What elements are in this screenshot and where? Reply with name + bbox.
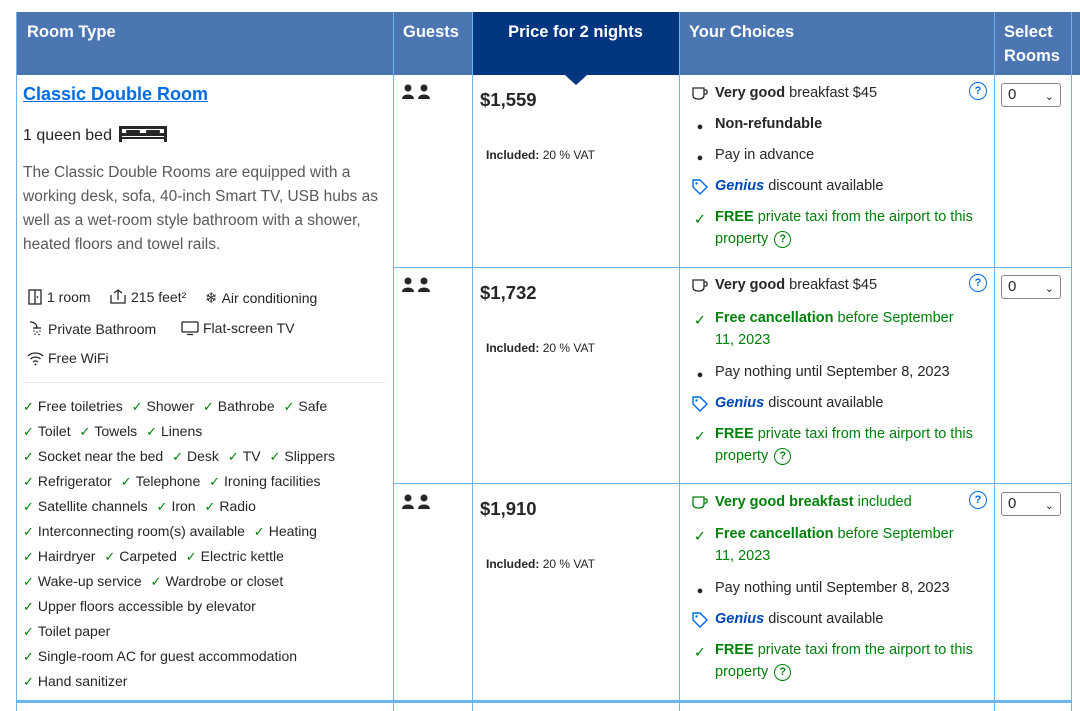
tv-icon [181, 320, 199, 336]
facility-rooms: 1 room [27, 289, 91, 305]
breakfast-choice: Very good breakfast $45 [685, 274, 975, 296]
breakfast-choice: Very good breakfast included [685, 491, 975, 513]
tag-icon [685, 175, 715, 196]
check-icon: ✓ [693, 645, 707, 661]
check-icon: ✓ [23, 474, 34, 489]
bed-label: 1 queen bed [23, 126, 112, 144]
chevron-down-icon: ⌄ [1044, 91, 1054, 103]
genius-choice: Genius discount available [685, 175, 975, 197]
header-price: Price for 2 nights [472, 12, 679, 75]
guests-icon [401, 494, 433, 510]
facility-size: 215 feet² [109, 289, 186, 305]
bullet-icon: ● [696, 121, 704, 133]
column-divider [1071, 12, 1072, 711]
table-bottom-border [17, 700, 1071, 703]
coffee-cup-icon [685, 82, 715, 101]
coffee-cup-icon [685, 491, 715, 510]
amenity-item: ✓ Shower [131, 398, 194, 414]
facilities-divider [23, 382, 385, 383]
room-name-link[interactable]: Classic Double Room [23, 84, 209, 104]
guests-icon [401, 84, 433, 100]
amenity-item: ✓ Ironing facilities [209, 473, 321, 489]
amenity-item: ✓ Electric kettle [185, 548, 284, 564]
header-room-type: Room Type [27, 23, 116, 41]
breakfast-choice: Very good breakfast $45 [685, 82, 975, 104]
bullet-icon: ● [696, 152, 704, 164]
table-header [17, 12, 1080, 75]
amenity-item: ✓ Hairdryer [23, 548, 96, 564]
check-icon: ✓ [23, 424, 34, 439]
check-icon: ✓ [131, 399, 143, 414]
check-icon: ✓ [693, 212, 707, 228]
cancellation-choice: ✓ Free cancellation before September 11, 2023 [685, 307, 975, 351]
policy-choice: ● Non-refundable [685, 113, 975, 138]
check-icon: ✓ [23, 624, 34, 639]
check-icon: ✓ [120, 474, 132, 489]
check-icon: ✓ [227, 449, 239, 464]
room-description: The Classic Double Rooms are equipped with a working desk, sofa, 40-inch Smart TV, USB hubs as well as a wet-room style bathroom with a shower, heated floors and towel rails. [23, 164, 378, 253]
check-icon: ✓ [185, 549, 197, 564]
check-icon: ✓ [79, 424, 91, 439]
amenity-item: ✓ Free toiletries [23, 398, 123, 414]
price-header-caret [565, 75, 587, 85]
taxi-choice: ✓ FREE private taxi from the airport to this property ? [685, 206, 975, 250]
header-choices: Your Choices [689, 23, 795, 41]
amenity-item: ✓ Carpeted [104, 548, 177, 564]
header-select-rooms: Select Rooms [1004, 23, 1060, 65]
check-icon: ✓ [150, 574, 162, 589]
option-price: $1,732 [480, 282, 537, 303]
amenity-item: ✓ Socket near the bed [23, 448, 164, 464]
column-divider [472, 12, 473, 711]
check-icon: ✓ [104, 549, 116, 564]
amenity-item: ✓ Hand sanitizer [23, 673, 128, 689]
taxi-help-icon[interactable]: ? [774, 231, 791, 248]
bed-info [23, 124, 168, 147]
bullet-icon: ● [696, 369, 704, 381]
vat-info: Included: 20 % VAT [486, 557, 595, 571]
door-icon [27, 289, 43, 305]
check-icon: ✓ [23, 574, 34, 589]
coffee-cup-icon [685, 274, 715, 293]
amenity-item: ✓ Wardrobe or closet [150, 573, 284, 589]
row-divider [393, 267, 1071, 268]
amenity-item: ✓ Wake-up service [23, 573, 142, 589]
vat-info: Included: 20 % VAT [486, 148, 595, 162]
amenity-item: ✓ Safe [283, 398, 328, 414]
row-divider [393, 483, 1071, 484]
amenity-item: ✓ Upper floors accessible by elevator [23, 598, 256, 614]
amenity-item: ✓ Refrigerator [23, 473, 112, 489]
tag-icon [685, 608, 715, 629]
amenity-item: ✓ Telephone [120, 473, 201, 489]
rooms-select[interactable]: 0 ⌄ [1001, 492, 1061, 516]
amenity-item: ✓ Slippers [269, 448, 335, 464]
check-icon: ✓ [283, 399, 295, 414]
column-divider [393, 12, 394, 711]
amenity-item: ✓ Satellite channels [23, 498, 148, 514]
snowflake-icon: ❄ [205, 290, 218, 307]
amenity-item: ✓ TV [227, 448, 261, 464]
check-icon: ✓ [172, 449, 184, 464]
payment-choice: ● Pay in advance [685, 144, 975, 169]
check-icon: ✓ [146, 424, 157, 439]
column-divider [679, 12, 680, 711]
amenity-item: ✓ Desk [172, 448, 219, 464]
tag-icon [685, 392, 715, 413]
check-icon: ✓ [23, 649, 34, 664]
check-icon: ✓ [23, 499, 34, 514]
amenity-item: ✓ Bathrobe [202, 398, 275, 414]
facility-ac: ❄ Air conditioning [205, 290, 318, 307]
check-icon: ✓ [209, 474, 221, 489]
rooms-select[interactable]: 0 ⌄ [1001, 83, 1061, 107]
check-icon: ✓ [23, 674, 34, 689]
check-icon: ✓ [23, 549, 34, 564]
payment-choice: ● Pay nothing until September 8, 2023 [685, 361, 975, 386]
amenity-item: ✓ Single-room AC for guest accommodation [23, 648, 298, 664]
amenity-item: ✓ Interconnecting room(s) available [23, 523, 245, 539]
facility-wifi: Free WiFi [27, 350, 109, 366]
check-icon: ✓ [269, 449, 281, 464]
genius-choice: Genius discount available [685, 392, 975, 414]
facility-tv: Flat-screen TV [181, 320, 295, 336]
amenity-item: ✓ Linens [146, 423, 203, 439]
check-icon: ✓ [204, 499, 216, 514]
bullet-icon: ● [696, 585, 704, 597]
amenities-list [23, 394, 393, 694]
option-price: $1,559 [480, 89, 537, 110]
check-icon: ✓ [23, 524, 34, 539]
column-divider [994, 12, 995, 711]
vat-info: Included: 20 % VAT [486, 341, 595, 355]
guests-icon [401, 277, 433, 293]
taxi-help-icon[interactable]: ? [774, 664, 791, 681]
help-icon[interactable]: ? [969, 274, 987, 292]
check-icon: ✓ [693, 313, 707, 329]
check-icon: ✓ [202, 399, 214, 414]
check-icon: ✓ [693, 429, 707, 445]
amenity-item: ✓ Towels [79, 423, 138, 439]
check-icon: ✓ [693, 529, 707, 545]
check-icon: ✓ [23, 599, 34, 614]
rooms-select[interactable]: 0 ⌄ [1001, 275, 1061, 299]
taxi-choice: ✓ FREE private taxi from the airport to this property ? [685, 423, 975, 467]
genius-choice: Genius discount available [685, 608, 975, 630]
help-icon[interactable]: ? [969, 491, 987, 509]
help-icon[interactable]: ? [969, 82, 987, 100]
amenity-item: ✓ Toilet paper [23, 623, 111, 639]
taxi-help-icon[interactable]: ? [774, 448, 791, 465]
taxi-choice: ✓ FREE private taxi from the airport to this property ? [685, 639, 975, 683]
chevron-down-icon: ⌄ [1044, 500, 1054, 512]
wifi-icon [27, 351, 44, 366]
check-icon: ✓ [23, 399, 34, 414]
check-icon: ✓ [156, 499, 168, 514]
amenity-item: ✓ Radio [204, 498, 256, 514]
check-icon: ✓ [253, 524, 265, 539]
facility-bathroom: Private Bathroom [27, 320, 156, 337]
rooms-table [16, 12, 1080, 711]
payment-choice: ● Pay nothing until September 8, 2023 [685, 577, 975, 602]
amenity-item: ✓ Toilet [23, 423, 71, 439]
cancellation-choice: ✓ Free cancellation before September 11, 2023 [685, 523, 975, 567]
bed-icon [118, 124, 168, 147]
amenity-item: ✓ Heating [253, 523, 317, 539]
check-icon: ✓ [23, 449, 34, 464]
resize-icon [109, 289, 127, 305]
chevron-down-icon: ⌄ [1044, 283, 1054, 295]
header-guests: Guests [403, 23, 459, 41]
amenity-item: ✓ Iron [156, 498, 196, 514]
shower-icon [27, 320, 44, 337]
option-price: $1,910 [480, 498, 537, 519]
